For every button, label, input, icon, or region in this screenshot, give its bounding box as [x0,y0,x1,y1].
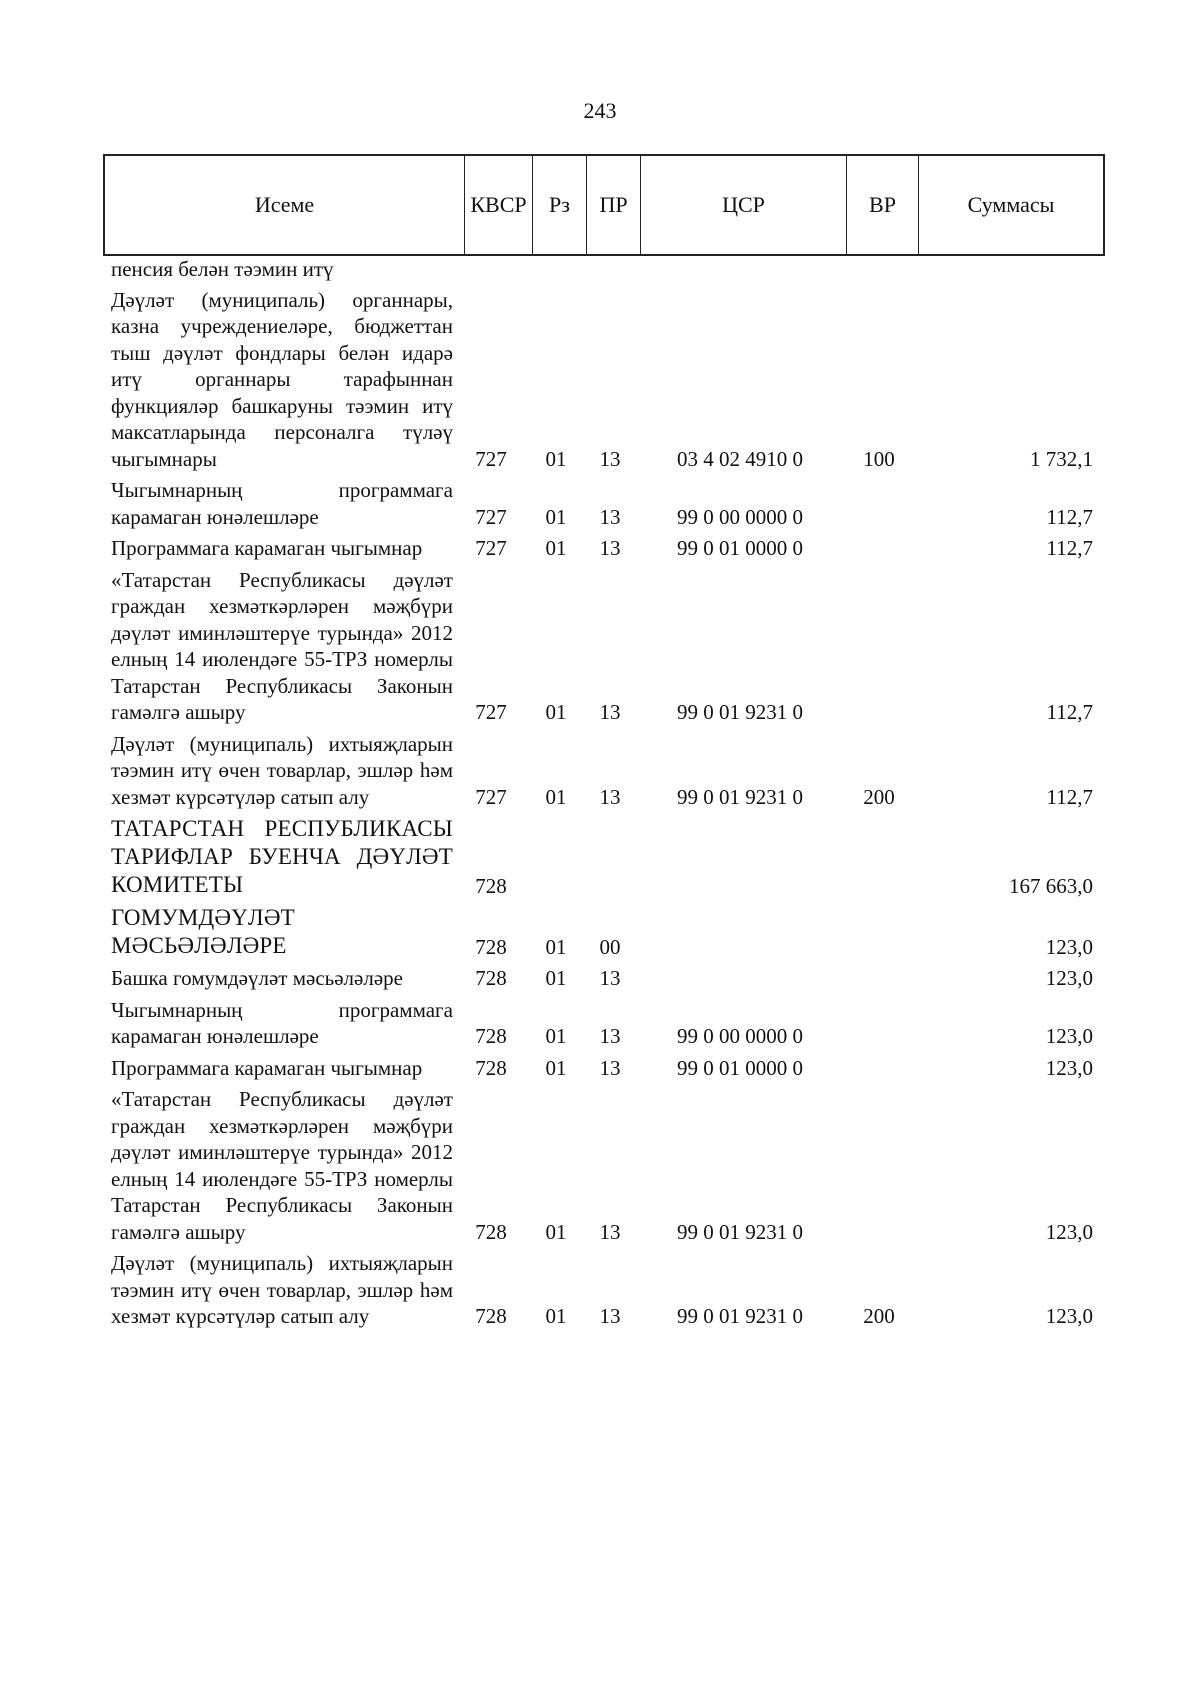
column-header-sum: Суммасы [967,192,1055,217]
cell-pr: 13 [599,536,621,560]
table-row [103,287,1105,473]
cell-pr: 13 [599,504,621,529]
table-header [103,154,1105,256]
cell-csr: 99 0 01 9231 0 [677,784,803,809]
table-row [103,731,1105,811]
cell-csr: 03 4 02 4910 0 [677,446,803,471]
cell-name: Дәүләт (муниципаль) ихтыяҗларын тәэмин итү өчен товарлар, эшләр һәм хезмәт күрсәтүләр сатып алу [111,1251,453,1328]
table-row [103,1250,1105,1330]
cell-kvsr: 728 [475,1219,507,1244]
cell-rz: 01 [545,966,567,990]
cell-name: ГОМУМДӘҮЛӘТ МӘСЬӘЛӘЛӘРЕ [111,905,295,958]
cell-sum: 112,7 [1046,504,1093,529]
cell-sum: 112,7 [1046,536,1093,560]
table-row [103,815,1105,899]
table-row [103,1055,1105,1082]
column-header-pr: ПР [587,156,641,254]
cell-sum: 112,7 [1046,700,1093,724]
cell-vr: 100 [863,446,895,471]
column-header-csr: ЦСР [641,156,847,254]
cell-kvsr: 728 [475,873,507,898]
cell-pr: 13 [599,784,621,809]
cell-pr: 13 [599,966,621,990]
cell-sum: 123,0 [1045,966,1093,990]
cell-sum: 167 663,0 [1009,873,1093,898]
cell-sum: 123,0 [1045,934,1093,959]
cell-kvsr: 728 [475,934,507,959]
cell-kvsr: 727 [475,700,507,724]
cell-name: Дәүләт (муниципаль) ихтыяҗларын тәэмин итү өчен товарлар, эшләр һәм хезмәт күрсәтүләр сатып алу [111,731,453,809]
cell-rz: 01 [545,446,567,471]
cell-kvsr: 727 [475,446,507,471]
cell-pr: 13 [599,1304,621,1328]
cell-rz: 01 [545,784,567,809]
table-row [103,567,1105,726]
table-row [103,904,1105,960]
cell-csr: 99 0 01 9231 0 [677,1219,803,1244]
cell-kvsr: 727 [475,784,507,809]
column-header-vr: ВР [847,156,919,254]
table-row [103,477,1105,530]
cell-pr: 00 [599,934,621,959]
cell-name: Чыгымнарның программага карамаган юнәлешләре [111,997,453,1048]
cell-name: пенсия белән тәэмин итү [111,257,334,281]
cell-pr: 13 [599,446,621,471]
cell-vr: 200 [863,784,895,809]
cell-name: Башка гомумдәүләт мәсьәләләре [111,966,403,990]
cell-sum: 1 732,1 [1030,446,1093,471]
cell-csr: 99 0 01 0000 0 [677,536,803,560]
table-row [103,256,1105,283]
cell-rz: 01 [545,1219,567,1244]
cell-name: «Татарстан Республикасы дәүләт граждан хезмәткәрләрен мәҗбүри дәүләт иминләштерүе турында» 2012 елның 14 июлендәге 55-ТРЗ номерлы Татарстан Республикасы Законын гамәлгә ашыру [111,567,453,724]
table-row [103,535,1105,562]
cell-rz: 01 [545,1304,567,1328]
cell-kvsr: 728 [475,1304,507,1328]
cell-rz: 01 [545,1055,567,1080]
cell-rz: 01 [545,536,567,560]
cell-rz: 01 [545,1024,567,1048]
column-header-rz: Рз [533,156,587,254]
cell-pr: 13 [599,700,621,724]
cell-name: Дәүләт (муниципаль) органнары, казна учреждениеләре, бюджеттан тыш дәүләт фондлары белән идарә итү органнары тарафыннан функцияләр башкаруны тәэмин итү максатларында персоналга түләү чыгымнары [111,287,453,471]
table-row [103,1086,1105,1245]
cell-sum: 123,0 [1045,1304,1093,1328]
cell-rz: 01 [545,934,567,959]
table-row [103,965,1105,992]
cell-name: Программага карамаган чыгымнар [111,536,423,560]
cell-sum: 112,7 [1046,784,1093,809]
cell-sum: 123,0 [1045,1055,1093,1080]
cell-csr: 99 0 01 9231 0 [677,1304,803,1328]
table-body [103,256,1105,1335]
column-header-kvsr: КВСР [465,156,533,254]
cell-sum: 123,0 [1045,1024,1093,1048]
cell-pr: 13 [599,1024,621,1048]
cell-sum: 123,0 [1045,1219,1093,1244]
cell-csr: 99 0 01 0000 0 [677,1055,803,1080]
cell-pr: 13 [599,1219,621,1244]
cell-kvsr: 727 [475,504,507,529]
cell-kvsr: 728 [475,1055,507,1080]
cell-vr: 200 [863,1304,895,1328]
table-row [103,997,1105,1050]
cell-csr: 99 0 01 9231 0 [677,700,803,724]
cell-csr: 99 0 00 0000 0 [677,1024,803,1048]
cell-pr: 13 [599,1055,621,1080]
cell-csr: 99 0 00 0000 0 [677,504,803,529]
cell-name: Программага карамаган чыгымнар [111,1055,423,1080]
column-header-name: Исеме [105,156,465,254]
cell-kvsr: 728 [475,1024,507,1048]
cell-name: Чыгымнарның программага карамаган юнәлешләре [111,478,453,529]
cell-kvsr: 728 [475,966,507,990]
cell-kvsr: 727 [475,536,507,560]
cell-name: «Татарстан Республикасы дәүләт граждан хезмәткәрләрен мәҗбүри дәүләт иминләштерүе турында» 2012 елның 14 июлендәге 55-ТРЗ номерлы Татарстан Республикасы Законын гамәлгә ашыру [111,1087,453,1244]
page-number: 243 [583,98,617,123]
cell-name: ТАТАРСТАН РЕСПУБЛИКАСЫ ТАРИФЛАР БУЕНЧА ДӘҮЛӘТ КОМИТЕТЫ [111,816,453,897]
cell-rz: 01 [545,504,567,529]
cell-rz: 01 [545,700,567,724]
